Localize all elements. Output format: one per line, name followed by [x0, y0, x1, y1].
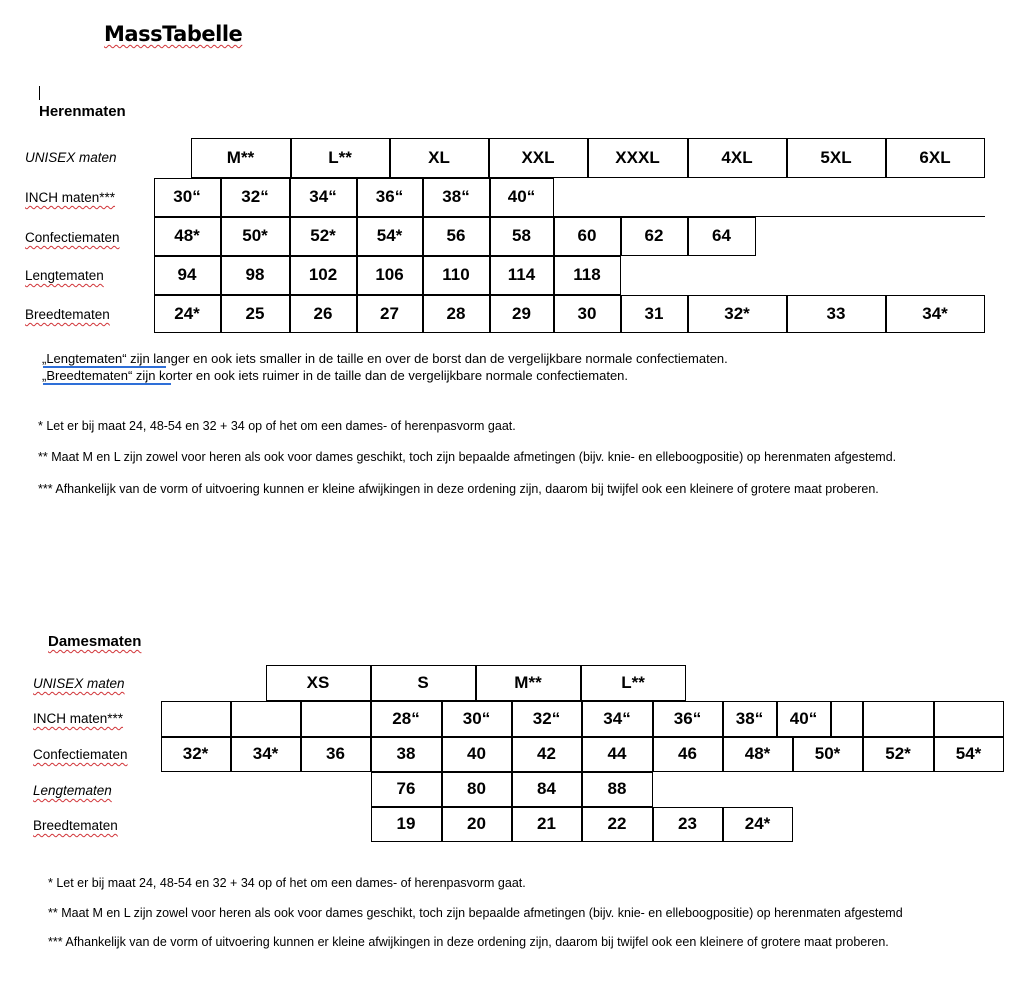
table-cell: 20: [442, 807, 512, 842]
table-cell: 31: [621, 295, 688, 333]
men-label-inch: INCH maten***: [25, 190, 116, 205]
table-cell: 24*: [723, 807, 793, 842]
table-cell: 114: [490, 256, 554, 295]
table-cell: 29: [490, 295, 554, 333]
table-cell: 58: [490, 217, 554, 256]
text-cursor: [39, 86, 40, 100]
table-cell: 28“: [371, 701, 442, 737]
table-cell: 32“: [221, 178, 290, 217]
women-label-confectie: Confectiematen: [33, 747, 128, 762]
footnote-1: * Let er bij maat 24, 48-54 en 32 + 34 op of het om een dames- of herenpasvorm gaat.: [48, 876, 526, 890]
table-cell: 30: [554, 295, 621, 333]
table-cell: L**: [291, 138, 390, 178]
table-cell: 110: [423, 256, 490, 295]
table-cell: XXXL: [588, 138, 688, 178]
table-cell: 38“: [423, 178, 490, 217]
table-cell: 34*: [886, 295, 985, 333]
table-cell: 50*: [793, 737, 863, 772]
table-cell: [161, 701, 231, 737]
table-cell: 54*: [934, 737, 1004, 772]
table-cell: 76: [371, 772, 442, 807]
table-cell: 36“: [357, 178, 423, 217]
table-cell: 102: [290, 256, 357, 295]
table-cell: XXL: [489, 138, 588, 178]
table-cell: 34“: [582, 701, 653, 737]
table-cell: 56: [423, 217, 490, 256]
table-cell: 64: [688, 217, 756, 256]
table-cell: 34*: [231, 737, 301, 772]
table-cell: 54*: [357, 217, 423, 256]
table-cell: [863, 701, 934, 737]
men-label-unisex: UNISEX maten: [25, 150, 117, 165]
table-cell: 52*: [863, 737, 934, 772]
table-cell: 32“: [512, 701, 582, 737]
table-cell: XL: [390, 138, 489, 178]
women-heading: Damesmaten: [48, 633, 142, 650]
table-cell: 50*: [221, 217, 290, 256]
grammar-underline: [43, 366, 166, 368]
table-cell: 6XL: [886, 138, 985, 178]
table-cell: 24*: [154, 295, 221, 333]
table-cell: 28: [423, 295, 490, 333]
table-cell: 44: [582, 737, 653, 772]
table-cell: 30“: [442, 701, 512, 737]
footnote-2: ** Maat M en L zijn zowel voor heren als ook voor dames geschikt, toch zijn bepaalde afmetingen (bijv. knie- en elleboogpositie) op herenmaten afgestemd.: [38, 450, 897, 464]
men-label-confectie: Confectiematen: [25, 230, 120, 245]
table-cell: 19: [371, 807, 442, 842]
table-cell: 26: [290, 295, 357, 333]
table-cell: 36: [301, 737, 371, 772]
table-cell: L**: [581, 665, 686, 701]
table-cell: 52*: [290, 217, 357, 256]
table-cell: [831, 701, 863, 737]
footnote-1: * Let er bij maat 24, 48-54 en 32 + 34 op of het om een dames- of herenpasvorm gaat.: [38, 419, 516, 433]
table-cell: [934, 701, 1004, 737]
table-cell: 62: [621, 217, 688, 256]
table-cell: 27: [357, 295, 423, 333]
table-cell: 5XL: [787, 138, 886, 178]
table-cell: 38“: [723, 701, 777, 737]
table-cell: 106: [357, 256, 423, 295]
table-cell: 94: [154, 256, 221, 295]
men-label-breedte: Breedtematen: [25, 307, 110, 322]
table-cell: 40“: [777, 701, 831, 737]
table-cell: M**: [476, 665, 581, 701]
footnote-3: *** Afhankelijk van de vorm of uitvoering kunnen er kleine afwijkingen in deze ordening zijn, daarom bij twijfel ook een kleinere of grotere maat proberen.: [38, 482, 879, 496]
men-label-lengte: Lengtematen: [25, 268, 104, 283]
footnote-3: *** Afhankelijk van de vorm of uitvoering kunnen er kleine afwijkingen in deze ordening zijn, daarom bij twijfel ook een kleinere of grotere maat proberen.: [48, 935, 889, 949]
table-cell: 25: [221, 295, 290, 333]
women-label-unisex: UNISEX maten: [33, 676, 125, 691]
table-cell: 88: [582, 772, 653, 807]
table-cell: 4XL: [688, 138, 787, 178]
table-cell: 21: [512, 807, 582, 842]
table-cell: 60: [554, 217, 621, 256]
table-cell: 32*: [161, 737, 231, 772]
table-cell: 34“: [290, 178, 357, 217]
table-cell: 118: [554, 256, 621, 295]
women-label-lengte: Lengtematen: [33, 783, 112, 798]
table-cell: 23: [653, 807, 723, 842]
table-cell: [301, 701, 371, 737]
footnote-2: ** Maat M en L zijn zowel voor heren als ook voor dames geschikt, toch zijn bepaalde afmetingen (bijv. knie- en elleboogpositie) op herenmaten afgestemd: [48, 906, 903, 920]
table-cell: 32*: [688, 295, 787, 333]
table-cell: 33: [787, 295, 886, 333]
note-breedtematen: „Breedtematen“ zijn korter en ook iets ruimer in de taille dan de vergelijkbare normale confectiematen.: [42, 368, 629, 383]
women-label-breedte: Breedtematen: [33, 818, 118, 833]
table-cell: 30“: [154, 178, 221, 217]
table-cell: S: [371, 665, 476, 701]
table-cell: 36“: [653, 701, 723, 737]
note-lengtematen: „Lengtematen“ zijn langer en ook iets smaller in de taille en over de borst dan de vergelijkbare normale confectiematen.: [42, 351, 728, 366]
table-cell: 42: [512, 737, 582, 772]
table-cell: [231, 701, 301, 737]
table-cell: XS: [266, 665, 371, 701]
grammar-underline: [43, 383, 171, 385]
table-cell: 48*: [154, 217, 221, 256]
table-cell: M**: [191, 138, 291, 178]
table-cell: 48*: [723, 737, 793, 772]
table-cell: 98: [221, 256, 290, 295]
table-cell: 40: [442, 737, 512, 772]
table-cell: 40“: [490, 178, 554, 217]
table-cell: 84: [512, 772, 582, 807]
table-cell: 80: [442, 772, 512, 807]
table-cell: 46: [653, 737, 723, 772]
women-label-inch: INCH maten***: [33, 711, 124, 726]
men-heading: Herenmaten: [39, 103, 126, 120]
table-cell: 38: [371, 737, 442, 772]
table-cell: 22: [582, 807, 653, 842]
page-title: MassTabelle: [104, 22, 243, 46]
